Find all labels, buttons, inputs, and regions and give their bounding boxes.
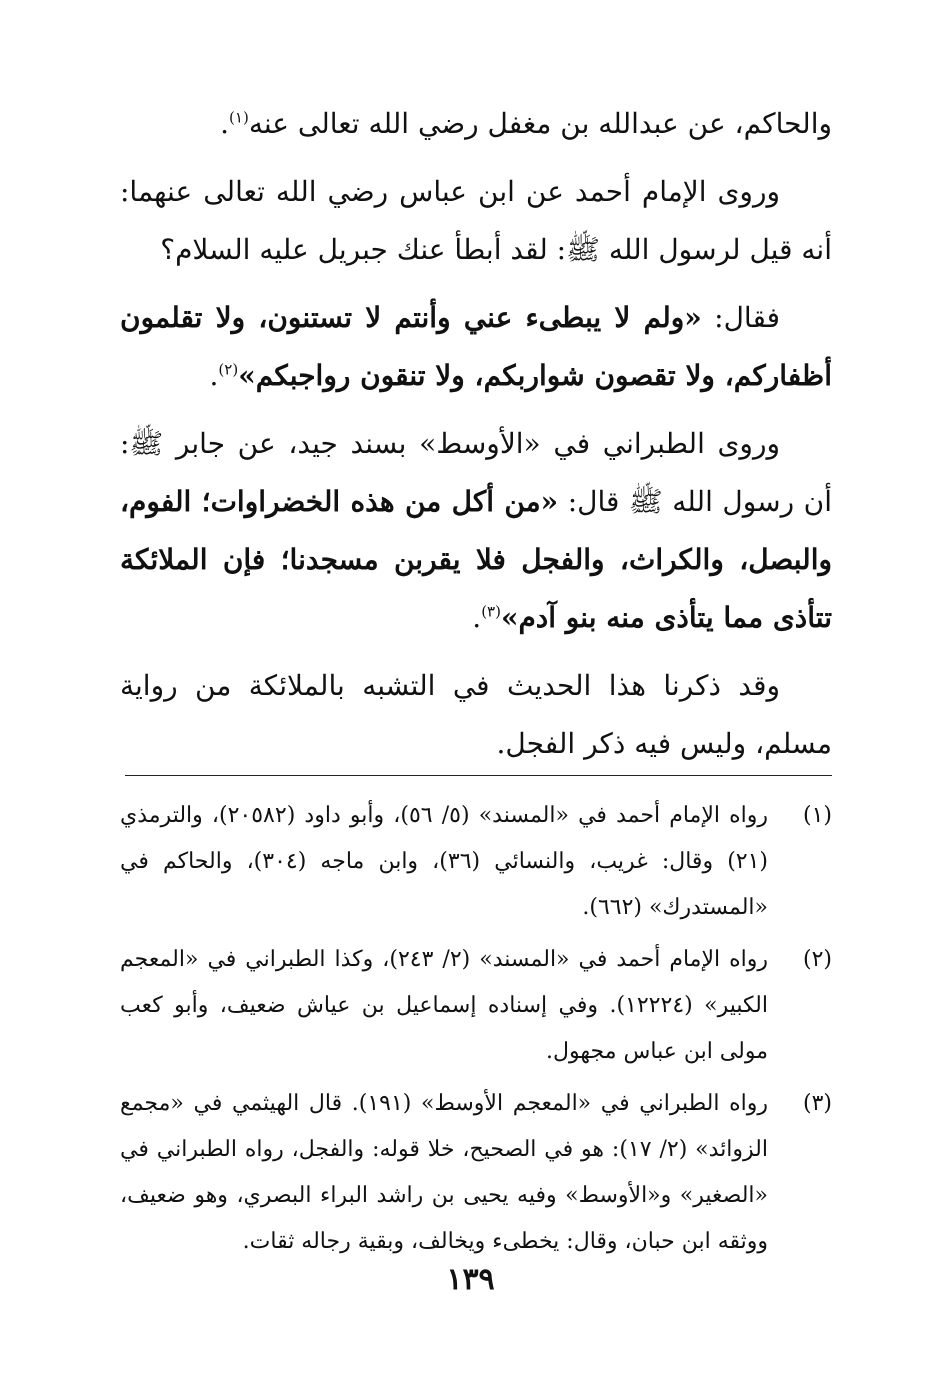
paragraph-4-intro: وروى الطبراني في «الأوسط» بسند جيد، عن جابر ﷺ: أن رسول الله ﷺ قال:: [120, 427, 833, 518]
footnote-2: [120, 937, 832, 1075]
paragraph-3-intro: فقال:: [714, 301, 780, 334]
hadith-quote-1: «ولم لا يبطىء عني وأنتم لا تستنون، ولا تقلمون أظفاركم، ولا تقصون شواربكم، ولا تنقون رواجبكم»: [120, 301, 832, 392]
footnote-3: [120, 1081, 832, 1265]
footnote-text: رواه الإمام أحمد في «المسند» (٥/ ٥٦)، وأبو داود (٢٠٥٨٢)، والترمذي (٢١) وقال: غريب، والنسائي (٣٦)، وابن ماجه (٣٠٤)، والحاكم في «المستدرك» (٦٦٢).: [120, 803, 769, 920]
paragraph-3: [120, 289, 832, 405]
main-text: [120, 95, 832, 773]
page-number: ١٣٩: [446, 1262, 495, 1297]
footnote-ref-2: (٢): [218, 360, 239, 379]
paragraph-1: [120, 95, 832, 153]
footnote-number: (٣): [802, 1091, 832, 1116]
footnote-number: (٢): [802, 947, 832, 972]
footnote-1: [120, 793, 832, 931]
paragraph-5: وقد ذكرنا هذا الحديث في التشبه بالملائكة من رواية مسلم، وليس فيه ذكر الفجل.: [120, 669, 832, 760]
hadith-quote-2: «من أكل من هذه الخضراوات؛ الفوم، والبصل، والكراث، والفجل فلا يقربن مسجدنا؛ فإن الملائكة تتأذى مما يتأذى منه بنو آدم»: [120, 485, 832, 634]
paragraph-4-end: .: [472, 601, 482, 634]
paragraph-1-end: .: [220, 107, 230, 140]
paragraph-4: [120, 415, 832, 647]
paragraph-2: وروى الإمام أحمد عن ابن عباس رضي الله تعالى عنهما: أنه قيل لرسول الله ﷺ: لقد أبطأ عنك جبريل عليه السلام؟: [120, 175, 832, 266]
footnote-text: رواه الطبراني في «المعجم الأوسط» (١٩١). قال الهيثمي في «مجمع الزوائد» (٢/ ١٧): هو في الصحيح، خلا قوله: والفجل، رواه الطبراني في «الصغير» و«الأوسط» وفيه يحيى بن راشد البراء البصري، وهو ضعيف، ووثقه ابن حبان، وقال: يخطىء ويخالف، وبقية رجاله ثقات.: [120, 1091, 769, 1254]
footnote-ref-3: (٣): [481, 602, 501, 621]
paragraph-1-text: والحاكم، عن عبدالله بن مغفل رضي الله تعالى عنه: [248, 107, 832, 140]
paragraph-3-end: .: [209, 359, 219, 392]
footnote-separator: [125, 775, 832, 776]
footnote-number: (١): [802, 803, 832, 828]
footnote-text: رواه الإمام أحمد في «المسند» (٢/ ٢٤٣)، وكذا الطبراني في «المعجم الكبير» (١٢٢٢٤). وفي إسناده إسماعيل بن عياش ضعيف، وأبو كعب مولى ابن عباس مجهول.: [120, 947, 769, 1064]
footnotes: [120, 793, 832, 1271]
footnote-ref-1: (١): [229, 108, 249, 127]
